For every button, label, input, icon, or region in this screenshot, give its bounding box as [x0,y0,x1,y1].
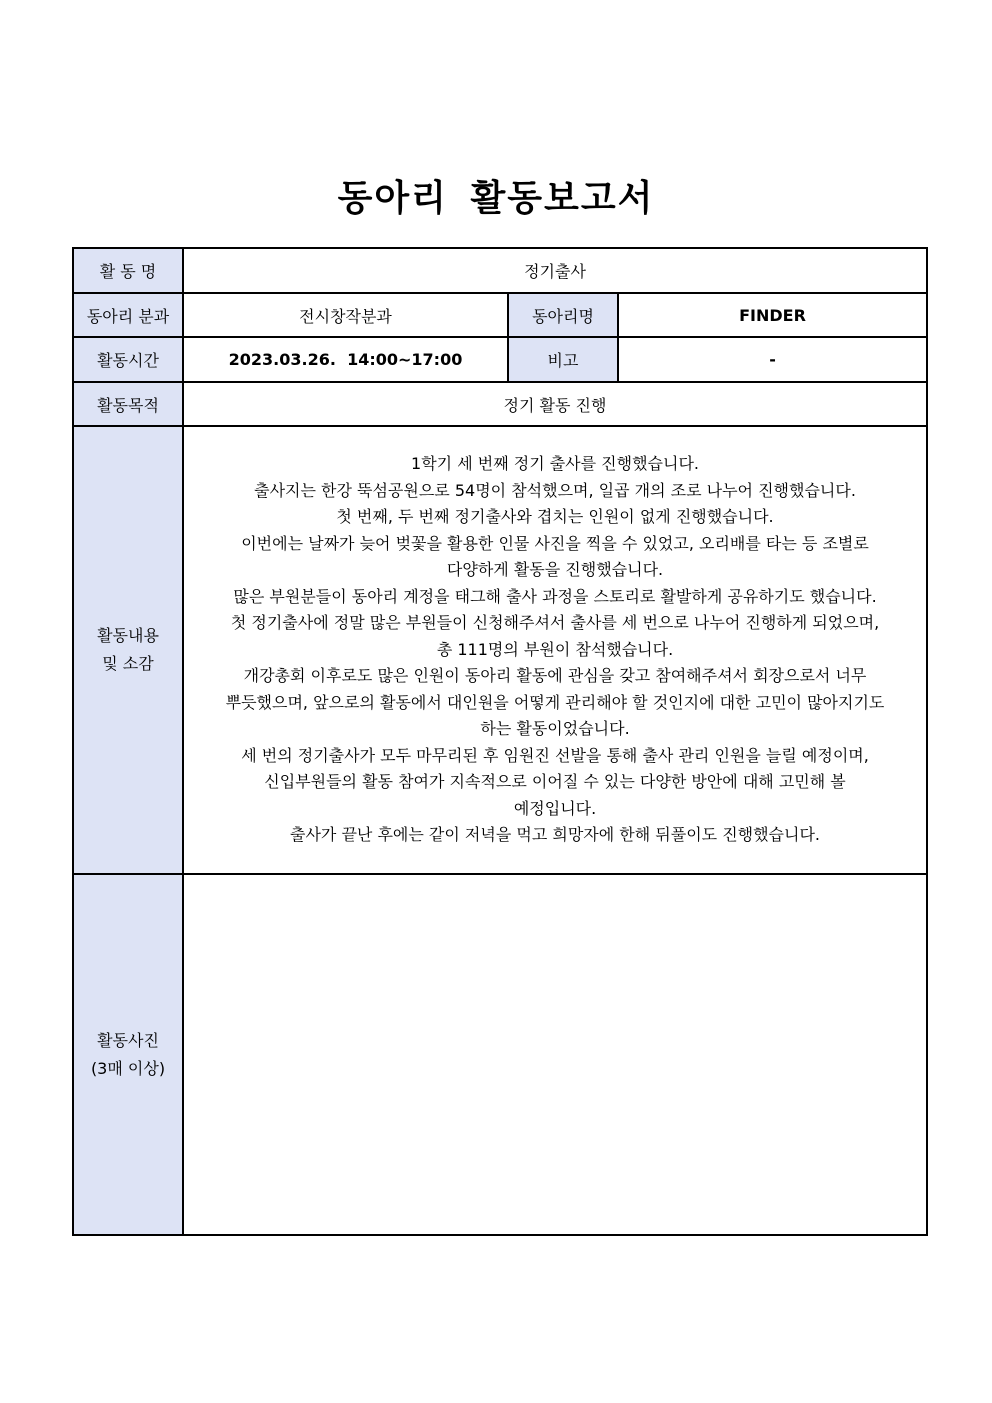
activity-time-label: 활동시간 [73,337,183,382]
content-line: 예정입니다. [513,798,597,818]
row-purpose [73,382,927,426]
content-line: 개강총회 이후로도 많은 인원이 동아리 활동에 관심을 갖고 참여해주셔서 회장으로서 너무 [243,666,867,686]
row-content [73,426,927,874]
content-line: 첫 번째, 두 번째 정기출사와 겹치는 인원이 없게 진행했습니다. [336,507,774,527]
content-line: 이번에는 날짜가 늦어 벚꽃을 활용한 인물 사진을 찍을 수 있었고, 오리배를 타는 등 조별로 [241,533,869,553]
content-line: 신입부원들의 활동 참여가 지속적으로 이어질 수 있는 다양한 방안에 대해 고민해 볼 [264,772,846,792]
content-label [73,426,183,874]
activity-name-value: 정기출사 [183,248,927,293]
content-line: 출사지는 한강 뚝섬공원으로 54명이 참석했으며, 일곱 개의 조로 나누어 진행했습니다. [254,480,856,500]
content-line: 다양하게 활동을 진행했습니다. [446,560,664,580]
content-line: 출사가 끝난 후에는 같이 저녁을 먹고 희망자에 한해 뒤풀이도 진행했습니다. [290,825,821,845]
row-activity-time [73,337,927,382]
remarks-value: - [618,337,927,382]
row-club-division [73,293,927,337]
content-line: 총 111명의 부원이 참석했습니다. [436,639,674,659]
activity-time-value: 2023.03.26. 14:00~17:00 [183,337,508,382]
club-name-value: FINDER [618,293,927,337]
remarks-label: 비고 [508,337,618,382]
club-division-value: 전시창작분과 [183,293,508,337]
content-line: 많은 부원분들이 동아리 계정을 태그해 출사 과정을 스토리로 활발하게 공유하기도 했습니다. [233,586,877,606]
photos-label [73,874,183,1235]
content-label-line1: 활동내용 [97,626,159,645]
club-division-label: 동아리 분과 [73,293,183,337]
content-line: 하는 활동이었습니다. [480,719,630,739]
photos-area [183,874,927,1235]
row-activity-name [73,248,927,293]
purpose-value: 정기 활동 진행 [183,382,927,426]
photos-label-line2: (3매 이상) [90,1058,166,1078]
content-value [183,426,927,874]
content-text-block [184,435,926,865]
activity-report-table [72,247,928,1236]
content-line: 뿌듯했으며, 앞으로의 활동에서 대인원을 어떻게 관리해야 할 것인지에 대한 고민이 많아지기도 [225,692,885,712]
activity-name-label: 활 동 명 [73,248,183,293]
club-name-label: 동아리명 [508,293,618,337]
purpose-label: 활동목적 [73,382,183,426]
content-line: 1학기 세 번째 정기 출사를 진행했습니다. [411,454,700,474]
photos-label-line1: 활동사진 [97,1030,159,1050]
row-photos [73,874,927,1235]
content-label-line2: 및 소감 [102,654,154,673]
content-line: 세 번의 정기출사가 모두 마무리된 후 임원진 선발을 통해 출사 관리 인원을 늘릴 예정이며, [241,745,869,765]
content-line: 첫 정기출사에 정말 많은 부원들이 신청해주셔서 출사를 세 번으로 나누어 진행하게 되었으며, [230,613,880,633]
document-title: 동아리 활동보고서 [337,178,655,219]
